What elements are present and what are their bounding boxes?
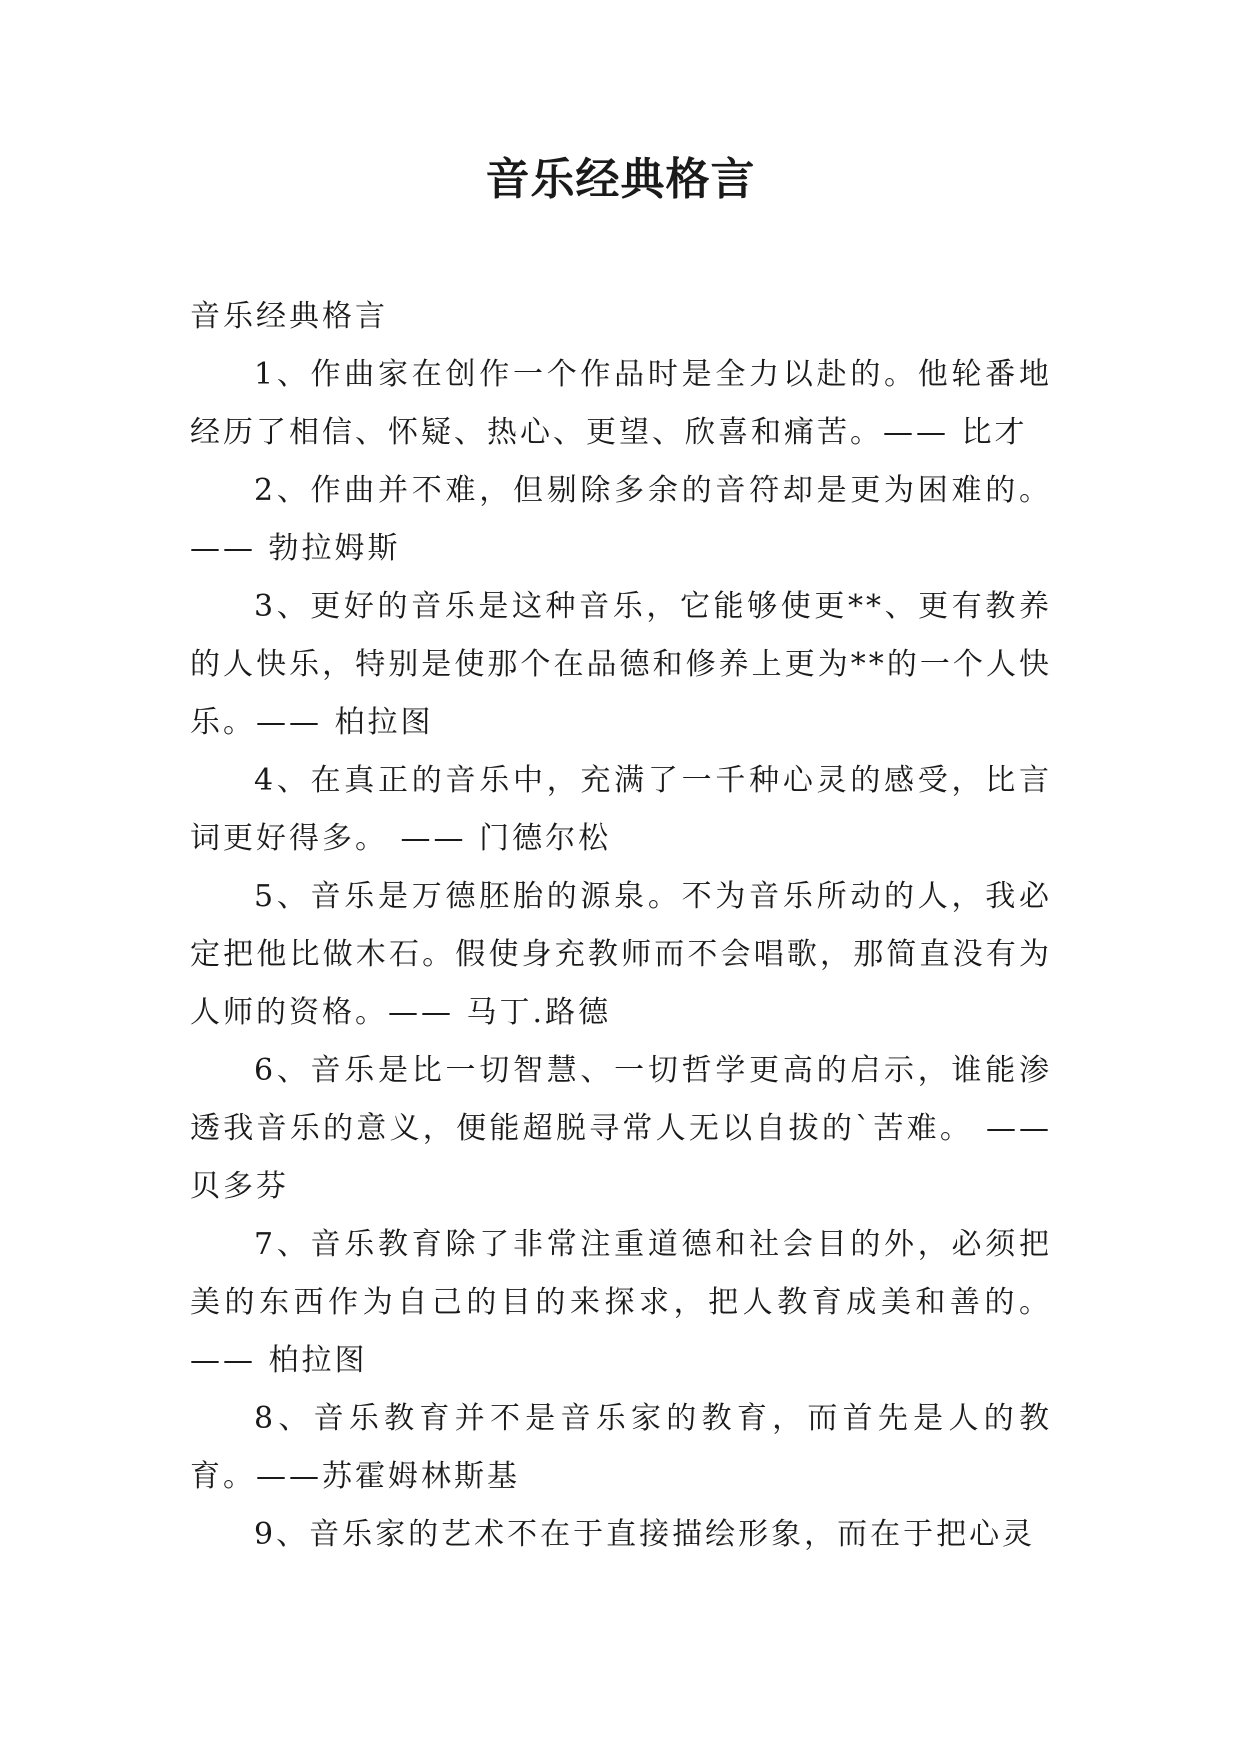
quote-paragraph-6: 6、音乐是比一切智慧、一切哲学更高的启示，谁能渗透我音乐的意义，便能超脱寻常人无以自拔的`苦难。 ——贝多芬: [190, 1053, 1052, 1204]
quote-paragraph-8: 8、音乐教育并不是音乐家的教育，而首先是人的教育。——苏霍姆林斯基: [190, 1401, 1052, 1494]
quote-paragraph-5: 5、音乐是万德胚胎的源泉。不为音乐所动的人，我必定把他比做木石。假使身充教师而不会唱歌，那简直没有为人师的资格。—— 马丁.路德: [190, 879, 1052, 1030]
section-heading: 音乐经典格言: [190, 299, 388, 334]
quote-paragraph-3: 3、更好的音乐是这种音乐，它能够使更**、更有教养的人快乐，特别是使那个在品德和修养上更为**的一个人快乐。—— 柏拉图: [190, 589, 1052, 740]
document-body: [190, 288, 1052, 1564]
quote-paragraph-4: 4、在真正的音乐中，充满了一千种心灵的感受，比言词更好得多。 —— 门德尔松: [190, 763, 1052, 856]
quote-paragraph-7: 7、音乐教育除了非常注重道德和社会目的外，必须把美的东西作为自己的目的来探求，把人教育成美和善的。—— 柏拉图: [190, 1227, 1052, 1378]
quote-paragraph-9: 9、音乐家的艺术不在于直接描绘形象，而在于把心灵: [254, 1517, 1036, 1552]
quote-paragraph-1: 1、作曲家在创作一个作品时是全力以赴的。他轮番地经历了相信、怀疑、热心、更望、欣喜和痛苦。—— 比才: [190, 357, 1052, 450]
document-title: 音乐经典格言: [485, 154, 756, 205]
quote-paragraph-2: 2、作曲并不难，但剔除多余的音符却是更为困难的。—— 勃拉姆斯: [190, 473, 1052, 566]
